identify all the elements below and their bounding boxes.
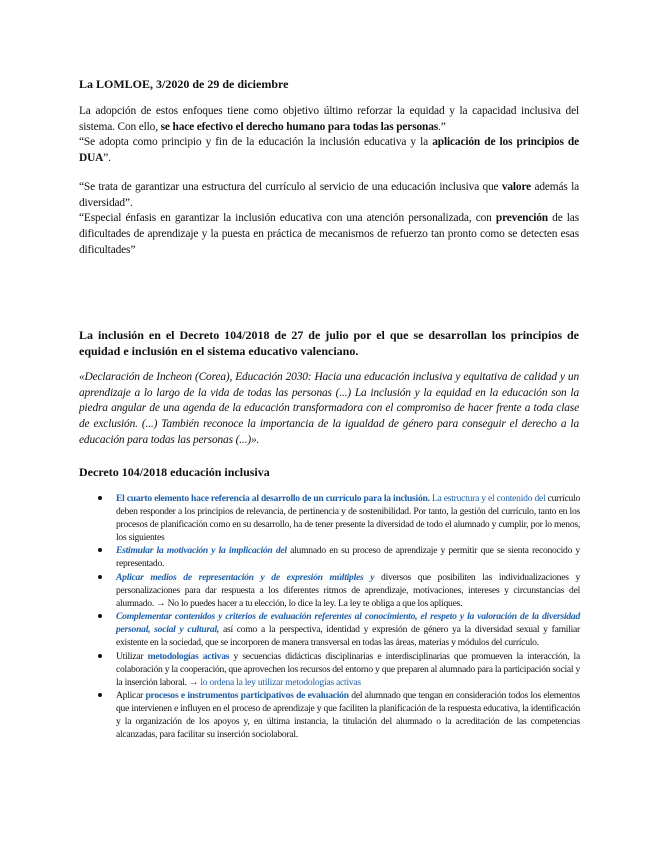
decreto-subtitle: Decreto 104/2018 educación inclusiva [79,465,270,479]
lomloe-paragraph-1: La adopción de estos enfoques tiene como objetivo último reforzar la equidad y la capacidad inclusiva del sistema. Con ello, se hace efectivo el derecho humano para todas las personas.” “Se adopta como principio y fin de la educación la inclusión educativa y la aplicación de los principios de DUA”. [79,105,580,165]
list-item: Complementar contenidos y criterios de evaluación referentes al conocimiento, el respeto y la valoración de la diversidad personal, social y cultural, así como a la perspectiva, identidad y expresión de género ya la diversidad sexual y familiar existente en la sociedad, que se incorporen de manera transversal en todas las áreas, materias y módulos del currículo. [98,610,580,649]
list-item: Estimular la motivación y la implicación del alumnado en su proceso de aprendizaje y permitir que se sienta reconocido y representado. [98,544,580,570]
list-item: Utilizar metodologías activas y secuencias didácticas disciplinarias e interdisciplinarias que promueven la interacción, la colaboración y la cooperación, que aprovechen los recursos del entorno y que preparen al alumnado para la participación social y la inserción laboral. → lo ordena la ley utilizar metodologías activas [98,650,580,689]
bullet-icon [98,693,102,697]
inclusion-principles-list [98,492,580,741]
lomloe-paragraph-2: “Se trata de garantizar una estructura del currículo al servicio de una educación inclusiva que valore además la diversidad”. “Especial énfasis en garantizar la inclusión educativa con una atención personalizada, con prevención de las dificultades de aprendizaje y la puesta en práctica de mecanismos de refuerzo tan pronto como se detecten esas dificultades” [79,181,579,256]
list-item: El cuarto elemento hace referencia al desarrollo de un currículo para la inclusión. La estructura y el contenido del currículo deben responder a los principios de relevancia, de pertinencia y de sostenibilidad. Por tanto, la gestión del currículo, tanto en los procesos de planificación como en su desarrollo, ha de tener presente la diversidad de todo el alumnado y cumplir, por lo menos, los siguientes [98,492,580,544]
list-item: Aplicar medios de representación y de expresión múltiples y diversos que posibiliten las individualizaciones y personalizaciones para dar respuesta a los diferentes ritmos de aprendizaje, motivaciones, intereses y circunstancias del alumnado. → No lo puedes hacer a tu elección, lo dice la ley. La ley te obliga a que los apliques. [98,571,580,610]
bullet-icon [98,614,102,618]
incheon-quote: «Declaración de Incheon (Corea), Educación 2030: Hacia una educación inclusiva y equitativa de calidad y un aprendizaje a lo largo de la vida de todas las personas (...) La inclusión y la equidad en la educación son la piedra angular de una agenda de la educación transformadora con el compromiso de hacer frente a toda clase de exclusión. (...) También reconoce la importancia de la igualdad de género para conseguir el derecho a la educación para todas las personas (...)». [79,371,579,446]
list-item: Aplicar procesos e instrumentos participativos de evaluación del alumnado que tengan en consideración todos los elementos que intervienen e influyen en el proceso de aprendizaje y que faciliten la planificación de la respuesta educativa, la identificación y la organización de los apoyos y, en última instancia, la titulación del alumnado o la acreditación de las competencias alcanzadas, para facilitar su inserción sociolaboral. [98,689,580,741]
bullet-icon [98,548,102,552]
bullet-icon [98,496,102,500]
bullet-icon [98,575,102,579]
lomloe-heading: La LOMLOE, 3/2020 de 29 de diciembre [79,77,289,91]
bullet-icon [98,654,102,658]
decreto-heading: La inclusión en el Decreto 104/2018 de 27 de julio por el que se desarrollan los principios de equidad e inclusión en el sistema educativo valenciano. [79,328,579,358]
